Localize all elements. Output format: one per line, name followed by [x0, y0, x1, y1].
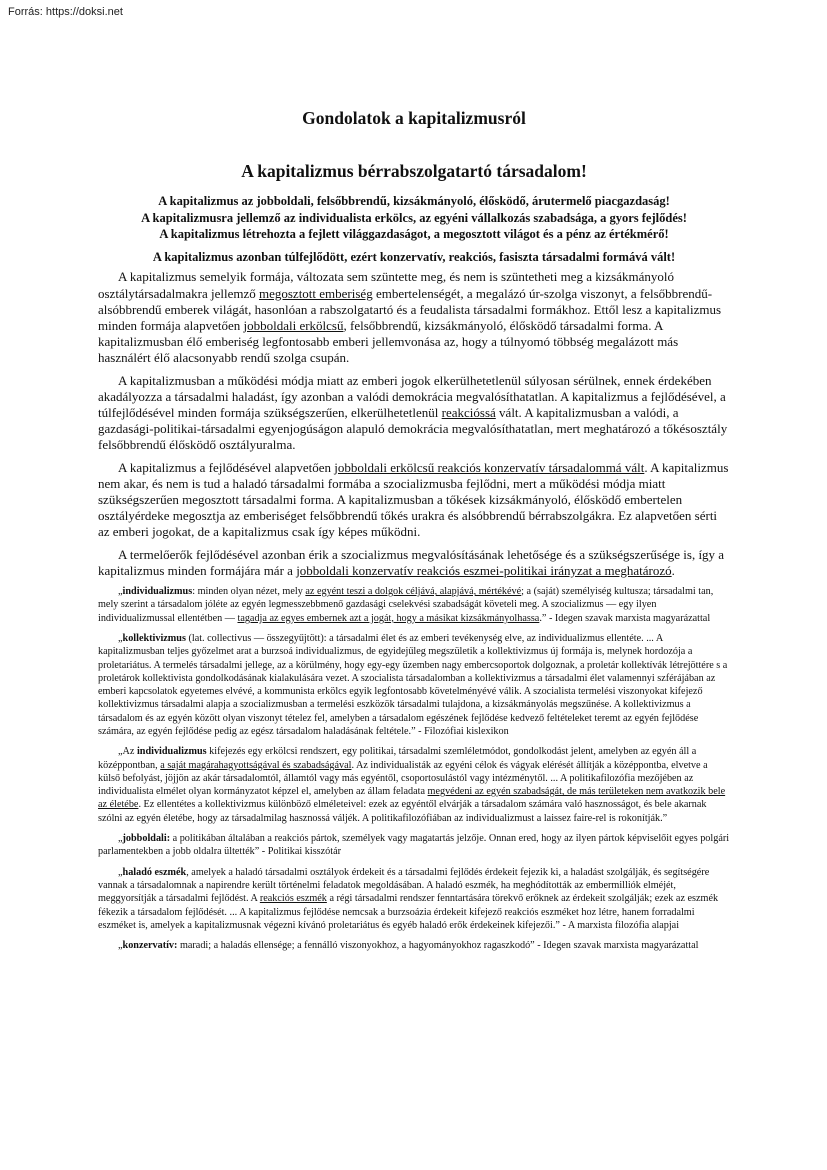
- quote-term: individualizmus: [122, 586, 193, 598]
- lead-line: A kapitalizmusra jellemző az individualista erkölcs, az egyéni vállalkozás szabadsága, a gyors fejlődés!: [141, 210, 687, 225]
- quote-term: konzervatív:: [122, 940, 178, 952]
- document-body: [98, 193, 730, 959]
- underlined-phrase: jobboldali konzervatív reakciós eszmei-politikai irányzat a meghatározó: [296, 562, 672, 578]
- source-label: Forrás: https://doksi.net: [8, 6, 123, 18]
- underlined-phrase: a saját magárahagyottságával és szabadságával: [160, 759, 352, 771]
- paragraph-4: [98, 547, 730, 579]
- lead-conclusion: A kapitalizmus azonban túlfejlődött, ezért konzervatív, reakciós, fasiszta társadalmi formává vált!: [152, 249, 676, 264]
- text-run: kifejezés egy erkölcsi rendszert, egy politikai, társadalmi szemléletmódot, gondolkodást jelent, amelyben az egyén áll a középpontban,: [98, 746, 697, 771]
- text-run: , amelyek a haladó társadalmi osztályok érdekeit és a társadalmi fejlődés érdekeit fejezik ki, a haladást szolgálják, és segítségére vannak a társadalomnak a napirendre került történelmi feladatok megoldásában. A haladó eszmék, ha meghódították az embermilliók elméjét, meggyorsítják a társadalmi fejlődést. A: [98, 866, 710, 905]
- quote-individualizmus: [98, 585, 730, 625]
- quote-term: kollektivizmus: [122, 632, 186, 644]
- quote-kollektivizmus: [98, 632, 730, 738]
- text-run: : minden olyan nézet, mely: [192, 586, 306, 598]
- paragraph-2: [98, 373, 730, 454]
- lead-line: A kapitalizmus az jobboldali, felsőbbrendű, kizsákmányoló, élősködő, árutermelő piacgazdaság!: [158, 194, 670, 208]
- underlined-phrase: megosztott emberiség: [258, 285, 373, 301]
- paragraph-3: [98, 460, 730, 541]
- text-run: a politikában általában a reakciós pártok, személyek vagy magatartás jelzője. Onnan ered, hogy az ilyen pártok képviselőit egyes polgári parlamentekben a jobb oldalra ültették” - Politikai kisszótár: [98, 833, 730, 858]
- lead-line: A kapitalizmus létrehozta a fejlett világgazdaságot, a megosztott világot és a pénz az értékmérő!: [159, 227, 669, 242]
- quote-term: haladó eszmék: [122, 866, 187, 878]
- text-run: . Ez ellentétes a kollektivizmus különböző elméleteivel: ezek az egyéntől elvárják a társadalom számára való hasznosságot, és bele akarnak szólni az egyén életébe, hogy az társadalmilag hasznossá váljék. A politikafilozófiában az individualizmust a laissez faire-rel is rokonítják.”: [98, 799, 707, 824]
- text-run: maradi; a haladás ellensége; a fennálló viszonyokhoz, a hagyományokhoz ragaszkodó” - Idegen szavak marxista magyarázattal: [177, 940, 699, 952]
- underlined-phrase: az egyént teszi a dolgok céljává, alapjává, mértékévé: [305, 586, 522, 598]
- text-run: „Az: [118, 746, 137, 758]
- text-run: A kapitalizmusban a működési módja miatt az emberi jogok elkerülhetetlenül súlyosan sérülnek, ennek érdekében akadályozza a társadalmi haladást, így azonban a valódi demokrácia megvalósíthatatlan. A kapitalizmus a fejlődésével, a túlfejlődésével minden formája szükségszerűen, elkerülhetetlenül: [98, 372, 726, 420]
- text-run: .: [671, 562, 675, 578]
- text-run: „: [118, 586, 123, 598]
- text-run: „: [118, 940, 123, 952]
- text-run: .” - Idegen szavak marxista magyarázattal: [539, 612, 711, 624]
- paragraph-1: [98, 269, 730, 366]
- text-run: embertelenségét, a megalázó úr-szolga viszonyt, a felsőbbrendű-alsóbbrendű emberek világát, hasonlóan a rabszolgatartó és a feudalista társadalmi formákhoz. Ettől lesz a kapitalizmus minden formája alapvetően: [98, 285, 722, 333]
- quote-jobboldali: [98, 832, 730, 859]
- text-run: A kapitalizmus semelyik formája, változata sem szüntette meg, és nem is szüntetheti meg a kizsákmányoló osztálytársadalmakra jellemző: [98, 269, 674, 301]
- text-run: (lat. collectivus — összegyűjtött): a társadalmi élet és az emberi tevékenység elve, az individualizmus ellentéte. ... A kapitalizmusban teljes győzelmet arat a burzsoá individualizmus, de egyidejűleg megszületik a kollektivizmus új formája is, melynek hordozója a proletariátus. A termelés társadalmi jellege, az a körülmény, hogy egy-egy üzemben nagy embercsoportok dolgoznak, a proletár kollektívák létrejöttére s a proletárok kollektivista gondolkodásának kialakulására vezet. A szocialista társadalomban a kollektivizmus a társadalmi élet valamennyi szférájában az emberi kapcsolatok egyetemes elvévé, a kommunista erkölcs egyik legfontosabb követelményévé válik. A szocialista termelési viszonyokat kifejező kollektivizmus társadalmi alapja a szocializmusban a termelési eszközök társadalmi tulajdona, a kizsákmányolás megszűnése. A kollektivizmus a társadalom és az egyén között olyan viszonyt tételez fel, amelyben a társadalom egészének fejlődése kedvező feltételeket teremt az egyén fejlődése számára, az egyén fejlődése pedig az egész társadalom haladásának feltétele.” - Filozófiai kislexikon: [98, 632, 728, 737]
- text-run: „: [118, 833, 123, 845]
- text-run: a régi társadalmi rendszer fenntartására törekvő erőknek az érdekeit szolgálják; ezek az eszmék fékezik a társadalom fejlődését. ... A kapitalizmus fejlődése nemcsak a burzsoázia érdekeit kifejező reakciós eszméket hoz létre, hanem forradalmi eszméket is, amelyek a kapitalizmusnak végezni kívánó proletariátus és egyéb haladó erők érdekeinek kifejezői.” - A marxista filozófia alapjai: [98, 893, 719, 931]
- page-subtitle: A kapitalizmus bérrabszolgatartó társadalom!: [241, 161, 587, 181]
- quote-term: individualizmus: [136, 746, 207, 758]
- underlined-phrase: megvédeni az egyén szabadságát, de más területeken nem avatkozik bele az életébe: [98, 786, 726, 811]
- underlined-phrase: tagadja az egyes embernek azt a jogát, hogy a másikat kizsákmányolhassa: [237, 612, 540, 624]
- text-run: „: [118, 632, 123, 644]
- underlined-phrase: jobboldali erkölcsű reakciós konzervatív társadalommá vált: [334, 459, 645, 475]
- quote-halado-eszmek: [98, 866, 730, 932]
- quote-term: jobboldali:: [122, 833, 171, 845]
- text-run: , felsőbbrendű, kizsákmányoló, élősködő társadalmi forma. A kapitalizmusban élő emberiség legfontosabb emberi jellemvonása az, hogy a túlnyomó többség megalázott más használért élő alacsonyabb rendű szolga csupán.: [98, 317, 679, 366]
- quote-konzervativ: [98, 939, 730, 952]
- text-run: ; a (saját) személyiség kultusza; társadalmi tan, mely szerint a társadalom jóléte az egyén legmesszebbmenő gazdasági cselekvési szabadságát követeli meg. A szocializmus — egy ilyen individualizmussal ellentétben —: [98, 586, 714, 624]
- underlined-phrase: jobboldali erkölcsű: [243, 317, 344, 333]
- underlined-phrase: reakciós eszmék: [259, 893, 327, 905]
- text-run: vált. A kapitalizmusban a valódi, a gazdasági-politikai-társadalmi egyenjogúságon alapuló demokrácia megvalósíthatatlan, mert meghatározó a tőkésosztály felsőbbrendű élősködő osztályuralma.: [98, 405, 728, 453]
- underlined-phrase: reakcióssá: [441, 405, 496, 420]
- text-run: A kapitalizmus a fejlődésével alapvetően: [118, 459, 335, 475]
- quotes-section: [98, 585, 730, 952]
- page-title: Gondolatok a kapitalizmusról: [302, 108, 526, 128]
- text-run: . A kapitalizmus nem akar, és nem is tud a haladó társadalmi formába a szocializmusba fejlődni, mert a működési módja miatt szükségszerűen megosztott társadalmi forma. A kapitalizmusban a tőkések kizsákmányoló, élősködő embertelen osztályérdeke megosztja az emberiséget felsőbbrendű tőkés urakra és alsóbbrendű bérrabszolgákra. Ez alapvetően sérti az emberi jogokat, de a kapitalizmus csak így képes működni.: [98, 459, 729, 540]
- quote-individualizmus-2: [98, 745, 730, 825]
- text-run: . Az individualisták az egyéni célok és vágyak elérését állítják a középpontba, elvetve a külső befolyást, jöjjön az akár társadalomtól, államtól vagy más egyéntől, csoportosulástól vagy intézménytől. ... A politikafilozófia mezőjében az individualista elmélet olyan kormányzatot képzel el, amelyben az állam feladata: [98, 759, 708, 798]
- text-run: „: [118, 866, 123, 878]
- text-run: A termelőerők fejlődésével azonban érik a szocializmus megvalósításának lehetősége és a szükségszerűsége is, így a kapitalizmus minden formájára már a: [98, 546, 725, 578]
